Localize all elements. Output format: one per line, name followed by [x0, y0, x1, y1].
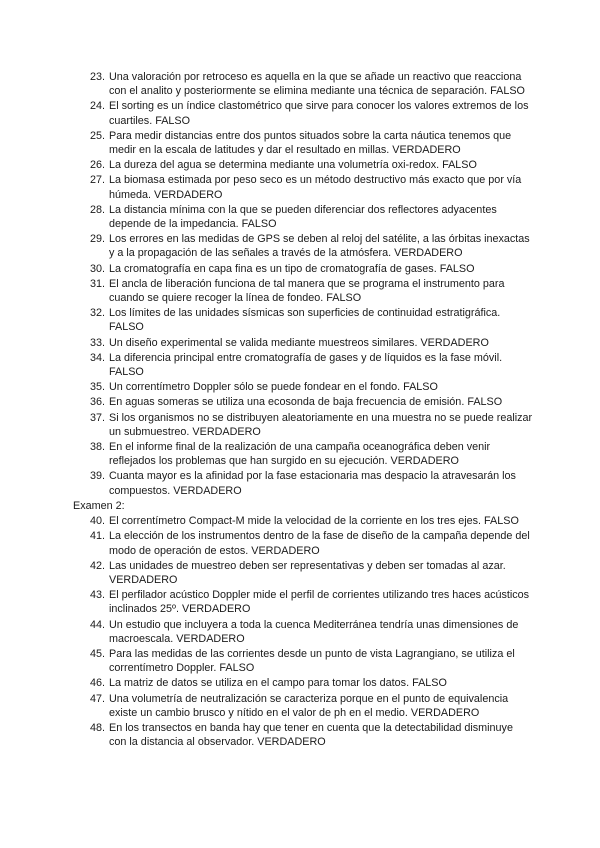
item-number: 43. [89, 589, 105, 602]
list-item [73, 158, 533, 172]
item-text: En el informe final de la realización de una campaña oceanográfica deben venir reflejados los problemas que han surgido en su ejecución. VERDADERO [109, 441, 491, 468]
list-item [73, 721, 533, 749]
list-item [73, 99, 533, 127]
item-number: 41. [89, 530, 105, 543]
item-number: 23. [89, 71, 105, 83]
question-list-part-1 [73, 70, 533, 498]
list-item [73, 277, 533, 305]
item-number: 30. [89, 262, 105, 275]
item-text: La distancia mínima con la que se pueden diferenciar dos reflectores adyacentes depende de la impedancia. FALSO [109, 203, 497, 231]
list-item [73, 203, 533, 231]
item-number: 26. [89, 159, 105, 172]
list-item [73, 306, 533, 334]
list-item [73, 529, 533, 557]
item-text: El ancla de liberación funciona de tal manera que se programa el instrumento para cuando se quiere recoger la línea de fondeo. FALSO [109, 277, 505, 305]
list-item [73, 336, 533, 350]
item-text: La elección de los instrumentos dentro de la fase de diseño de la campaña depende del modo de operación de estos. VERDADERO [109, 530, 530, 557]
item-number: 34. [89, 351, 105, 364]
item-text: Cuanta mayor es la afinidad por la fase estacionaria mas despacio la atravesarán los compuestos. VERDADERO [109, 470, 516, 497]
item-number: 47. [89, 692, 105, 705]
list-item [73, 559, 533, 587]
list-item [73, 676, 533, 690]
item-text: El correntímetro Compact-M mide la velocidad de la corriente en los tres ejes. FALSO [109, 515, 519, 528]
item-text: En los transectos en banda hay que tener en cuenta que la detectabilidad disminuye con la distancia al observador. VERDADERO [109, 721, 513, 749]
item-text: La diferencia principal entre cromatografía de gases y de líquidos es la fase móvil. FALSO [109, 351, 503, 379]
item-number: 29. [89, 233, 105, 246]
item-number: 38. [89, 441, 105, 454]
item-text: Un correntímetro Doppler sólo se puede fondear en el fondo. FALSO [109, 381, 438, 394]
question-list-part-2 [73, 514, 533, 749]
item-number: 33. [89, 336, 105, 349]
list-item [73, 411, 533, 439]
item-number: 28. [89, 203, 105, 216]
item-text: Para medir distancias entre dos puntos situados sobre la carta náutica tenemos que medir en la escala de latitudes y dar el resultado en millas. VERDADERO [109, 129, 512, 157]
item-number: 37. [89, 411, 105, 424]
item-text: El sorting es un índice clastométrico que sirve para conocer los valores extremos de los cuartiles. FALSO [109, 100, 529, 127]
item-text: Un diseño experimental se valida mediante muestreos similares. VERDADERO [109, 336, 489, 349]
list-item [73, 692, 533, 720]
list-item [73, 70, 533, 98]
list-item [73, 514, 533, 528]
list-item [73, 588, 533, 616]
item-number: 25. [89, 129, 105, 142]
item-text: Los límites de las unidades sísmicas son superficies de continuidad estratigráfica. FALSO [109, 307, 501, 334]
item-number: 39. [89, 470, 105, 483]
list-item [73, 262, 533, 276]
item-number: 44. [89, 618, 105, 631]
list-item [73, 173, 533, 201]
item-text: La matriz de datos se utiliza en el campo para tomar los datos. FALSO [109, 677, 447, 690]
item-text: Un estudio que incluyera a toda la cuenca Mediterránea tendría unas dimensiones de macroescala. VERDADERO [109, 618, 519, 645]
item-number: 32. [89, 307, 105, 320]
item-number: 27. [89, 174, 105, 187]
list-item [73, 469, 533, 497]
item-text: Para las medidas de las corrientes desde un punto de vista Lagrangiano, se utiliza el correntímetro Doppler. FALSO [109, 647, 515, 675]
item-number: 40. [89, 515, 105, 528]
item-text: Si los organismos no se distribuyen aleatoriamente en una muestra no se puede realizar un submuestreo. VERDADERO [109, 411, 533, 438]
item-number: 48. [89, 721, 105, 734]
item-number: 46. [89, 677, 105, 690]
item-number: 24. [89, 100, 105, 113]
item-text: La biomasa estimada por peso seco es un método destructivo más exacto que por vía húmeda. VERDADERO [109, 174, 522, 201]
list-item [73, 380, 533, 394]
item-text: Las unidades de muestreo deben ser representativas y deben ser tomadas al azar. VERDADERO [109, 559, 506, 586]
list-item [73, 618, 533, 646]
item-text: En aguas someras se utiliza una ecosonda de baja frecuencia de emisión. FALSO [109, 396, 503, 409]
item-text: La cromatografía en capa fina es un tipo de cromatografía de gases. FALSO [109, 262, 475, 275]
document-body [73, 70, 533, 750]
item-number: 31. [89, 277, 105, 290]
list-item [73, 129, 533, 157]
list-item [73, 440, 533, 468]
item-number: 42. [89, 559, 105, 572]
item-text: Los errores en las medidas de GPS se deben al reloj del satélite, a las órbitas inexactas y a la propagación de las señales a través de la atmósfera. VERDADERO [109, 233, 530, 260]
item-text: El perfilador acústico Doppler mide el perfil de corrientes utilizando tres haces acústicos inclinados 25º. VERDADERO [109, 589, 530, 616]
list-item [73, 395, 533, 409]
item-text: La dureza del agua se determina mediante una volumetría oxi-redox. FALSO [109, 159, 477, 172]
list-item [73, 351, 533, 379]
item-text: Una volumetría de neutralización se caracteriza porque en el punto de equivalencia existe un cambio brusco y nítido en el valor de ph en el medio. VERDADERO [109, 692, 509, 719]
item-text: Una valoración por retroceso es aquella en la que se añade un reactivo que reacciona con el analito y posteriormente se elimina mediante una técnica de separación. FALSO [109, 71, 525, 98]
list-item [73, 232, 533, 260]
item-number: 45. [89, 647, 105, 660]
section-heading: Examen 2: [73, 499, 125, 512]
item-number: 36. [89, 396, 105, 409]
list-item [73, 647, 533, 675]
item-number: 35. [89, 381, 105, 394]
